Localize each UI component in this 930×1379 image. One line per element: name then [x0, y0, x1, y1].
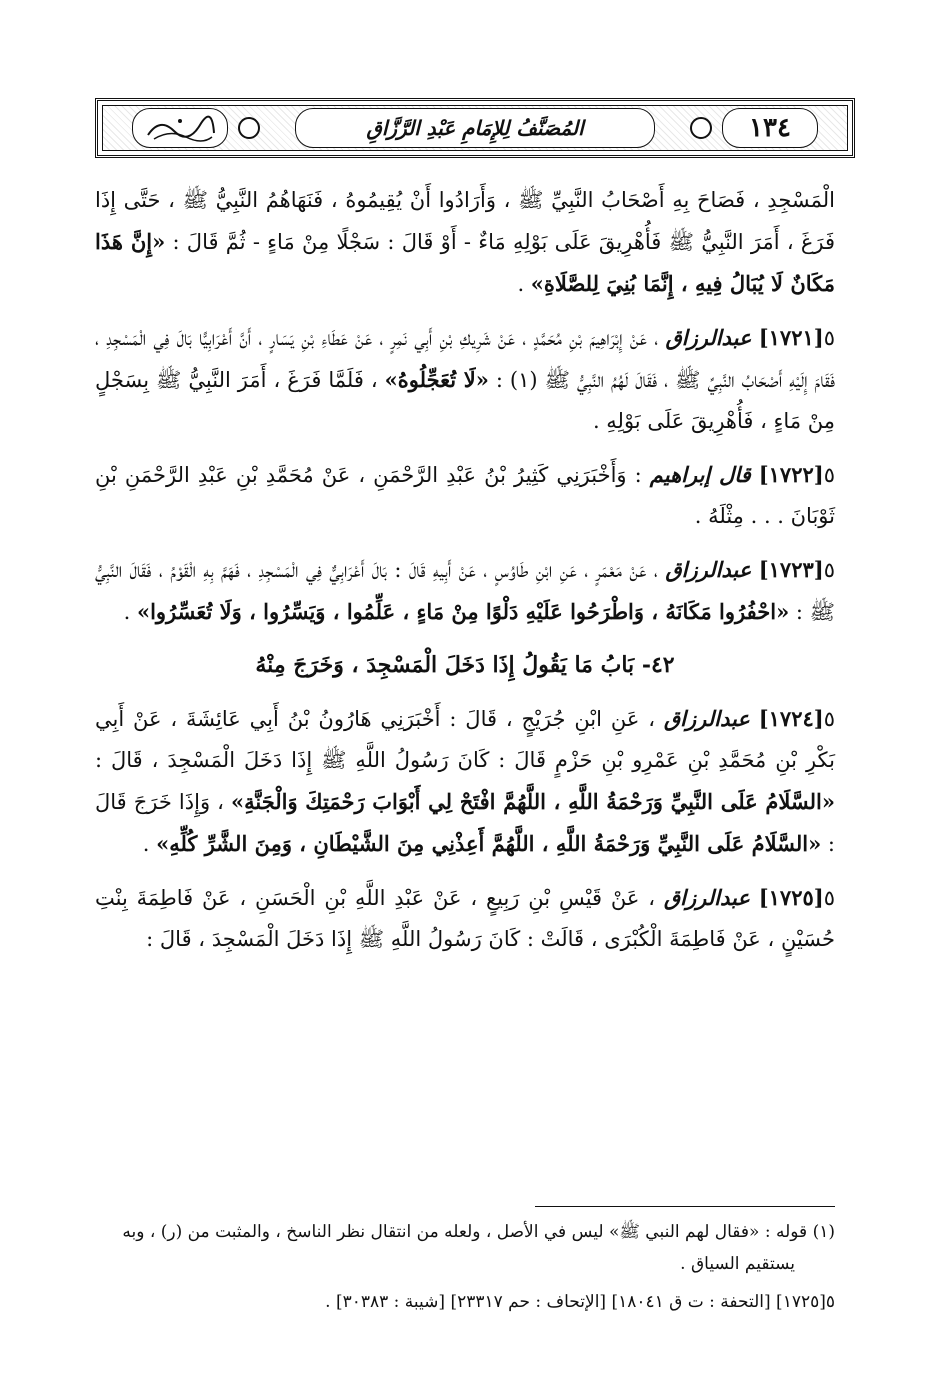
hadith-narrator: عبدالرزاق — [663, 706, 750, 731]
hadith-text: ، عَنْ مَعْمَرٍ ، عَنِ ابْنِ طَاوُسٍ ، عَنْ أَبِيهِ قَالَ : بَالَ أَعْرَابِيٌّ فِي الْمَسْجِدِ ، فَهَمَّ بِهِ الْقَوْمُ ، فَقَالَ النَّبِيُّ ﷺ : — [95, 558, 835, 624]
calligraphy-logo-icon — [140, 111, 220, 145]
header-ornament-left — [238, 117, 260, 139]
footnote-1 — [95, 1216, 835, 1280]
hadith-1724 — [95, 698, 835, 865]
footnotes — [95, 1216, 835, 1324]
hadith-narrator: عبدالرزاق — [665, 325, 752, 350]
paragraph-text: الْمَسْجِدِ ، فَصَاحَ بِهِ أَصْحَابُ النَّبِيِّ ﷺ ، وَأَرَادُوا أَنْ يُقِيمُوهُ ، فَنَهَاهُمُ النَّبِيُّ ﷺ ، حَتَّى إِذَا فَرَغَ ، أَمَرَ النَّبِيُّ ﷺ فَأُهْرِيقَ عَلَى بَوْلِهِ مَاءٌ - أَوْ قَالَ : سَجْلًا مِنْ مَاءٍ - ثُمَّ قَالَ : — [95, 188, 836, 254]
hadith-narrator: عبدالرزاق — [663, 885, 750, 910]
footnote-references — [95, 1286, 835, 1318]
hadith-marker: ٥ — [823, 886, 835, 910]
footnote-1-text: (١) قوله : «فقال لهم النبي ﷺ» ليس في الأصل ، ولعله من انتقال نظر الناسخ ، والمثبت من (ر) ، وبه — [122, 1222, 835, 1242]
hadith-text: ، عَنْ إِبْرَاهِيمَ بْنِ مُحَمَّدٍ ، عَنْ شَرِيكِ بْنِ أَبِي نَمِرٍ ، عَنْ عَطَاءِ بْنِ يَسَارٍ ، أَنَّ أَعْرَابِيًّا بَالَ فِي الْمَسْجِدِ ، فَقَامَ إِلَيْهِ أَصْحَابُ النَّبِيِّ ﷺ ، فَقَالَ لَهُمُ النَّبِيُّ ﷺ (١) : — [95, 326, 835, 392]
hadith-1723 — [95, 549, 835, 633]
hadith-marker: ٥ — [823, 558, 835, 582]
paragraph-tail: . — [517, 272, 531, 296]
hadith-marker: ٥ — [823, 463, 835, 487]
prophetic-quote: «لَا تُعَجِّلُوهُ» — [384, 367, 489, 392]
hadith-number: [١٧٢٥] — [758, 885, 824, 910]
page-number: ١٣٤ — [722, 108, 818, 148]
header-ornament-right — [690, 117, 712, 139]
hadith-tail-2: . — [142, 832, 157, 856]
prophetic-quote: «السَّلَامُ عَلَى النَّبِيِّ وَرَحْمَةُ اللَّهِ ، اللَّهُمَّ افْتَحْ لِي أَبْوَابَ رَحْمَتِكَ وَالْجَنَّةِ» — [230, 789, 835, 814]
chapter-heading: ٤٢- بَابُ مَا يَقُولُ إِذَا دَخَلَ الْمَسْجِدَ ، وَخَرَجَ مِنْهُ — [255, 652, 675, 678]
main-text — [95, 180, 835, 972]
footnote-references-text: [١٧٢٥] [التحفة : ت ق ١٨٠٤١] [الإتحاف : حم ٢٣٣١٧] [شيبة : ٣٠٣٨٣] . — [325, 1292, 826, 1312]
hadith-marker: ٥ — [823, 707, 835, 731]
hadith-marker: ٥ — [825, 1292, 835, 1312]
hadith-1725 — [95, 877, 835, 960]
hadith-tail: ، فَلَمَّا فَرَغَ ، أَمَرَ النَّبِيُّ ﷺ بِسَجْلٍ مِنْ مَاءٍ ، فَأُهْرِيقَ عَلَى بَوْلِهِ . — [95, 368, 835, 433]
hadith-tail: ، وَإِذَا خَرَجَ قَالَ : — [95, 790, 835, 856]
hadith-marker: ٥ — [823, 326, 835, 350]
hadith-number: [١٧٢٢] — [758, 462, 824, 487]
paragraph-continuation — [95, 180, 835, 305]
prophetic-quote: «احْفُرُوا مَكَانَهُ ، وَاطْرَحُوا عَلَيْهِ دَلْوًا مِنْ مَاءٍ ، عَلِّمُوا ، وَيَسِّرُوا ، وَلَا تُعَسِّرُوا» — [136, 599, 790, 624]
footnote-divider — [535, 1206, 835, 1207]
prophetic-quote-2: «السَّلَامُ عَلَى النَّبِيِّ وَرَحْمَةُ اللَّهِ ، اللَّهُمَّ أَعِذْنِي مِنَ الشَّيْطَانِ ، وَمِنَ الشَّرِّ كُلِّهِ» — [156, 831, 822, 856]
footnote-1-continuation: يستقيم السياق . — [680, 1254, 795, 1274]
prophetic-quote: «إِنَّ هَذَا مَكَانٌ لَا يُبَالُ فِيهِ ، إِنَّمَا بُنِيَ لِلصَّلَاةِ» — [95, 229, 835, 296]
hadith-number: [١٧٢١] — [758, 325, 824, 350]
hadith-tail: . — [123, 600, 137, 624]
hadith-number: [١٧٢٤] — [758, 706, 824, 731]
book-logo — [132, 108, 228, 148]
hadith-text: : وَأَخْبَرَنِي كَثِيرُ بْنُ عَبْدِ الرَّحْمَنِ ، عَنْ مُحَمَّدِ بْنِ عَبْدِ الرَّحْمَنِ بْنِ ثَوْبَانَ . . . مِثْلَهُ . — [95, 463, 835, 528]
hadith-narrator: قال إبراهيم — [649, 462, 751, 487]
hadith-text: ، عَنِ ابْنِ جُرَيْجٍ ، قَالَ : أَخْبَرَنِي هَارُونُ بْنُ أَبِي عَائِشَةَ ، عَنْ أَبِي بَكْرِ بْنِ مُحَمَّدِ بْنِ عَمْرِو بْنِ حَزْمٍ قَالَ : كَانَ رَسُولُ اللَّهِ ﷺ إِذَا دَخَلَ الْمَسْجِدَ ، قَالَ : — [95, 707, 835, 772]
hadith-1722 — [95, 454, 835, 537]
hadith-text: ، عَنْ قَيْسِ بْنِ رَبِيعٍ ، عَنْ عَبْدِ اللَّهِ بْنِ الْحَسَنِ ، عَنْ فَاطِمَةَ بِنْتِ حُسَيْنٍ ، عَنْ فَاطِمَةَ الْكُبْرَى ، قَالَتْ : كَانَ رَسُولُ اللَّهِ ﷺ إِذَا دَخَلَ الْمَسْجِدَ ، قَالَ : — [95, 886, 835, 951]
hadith-narrator: عبدالرزاق — [665, 557, 752, 582]
hadith-number: [١٧٢٣] — [758, 557, 824, 582]
hadith-1721 — [95, 317, 835, 442]
book-title: المُصَنَّفُ لِلإِمَامِ عَبْدِ الرَّزَّاقِ — [295, 108, 655, 148]
page-header — [95, 98, 855, 158]
